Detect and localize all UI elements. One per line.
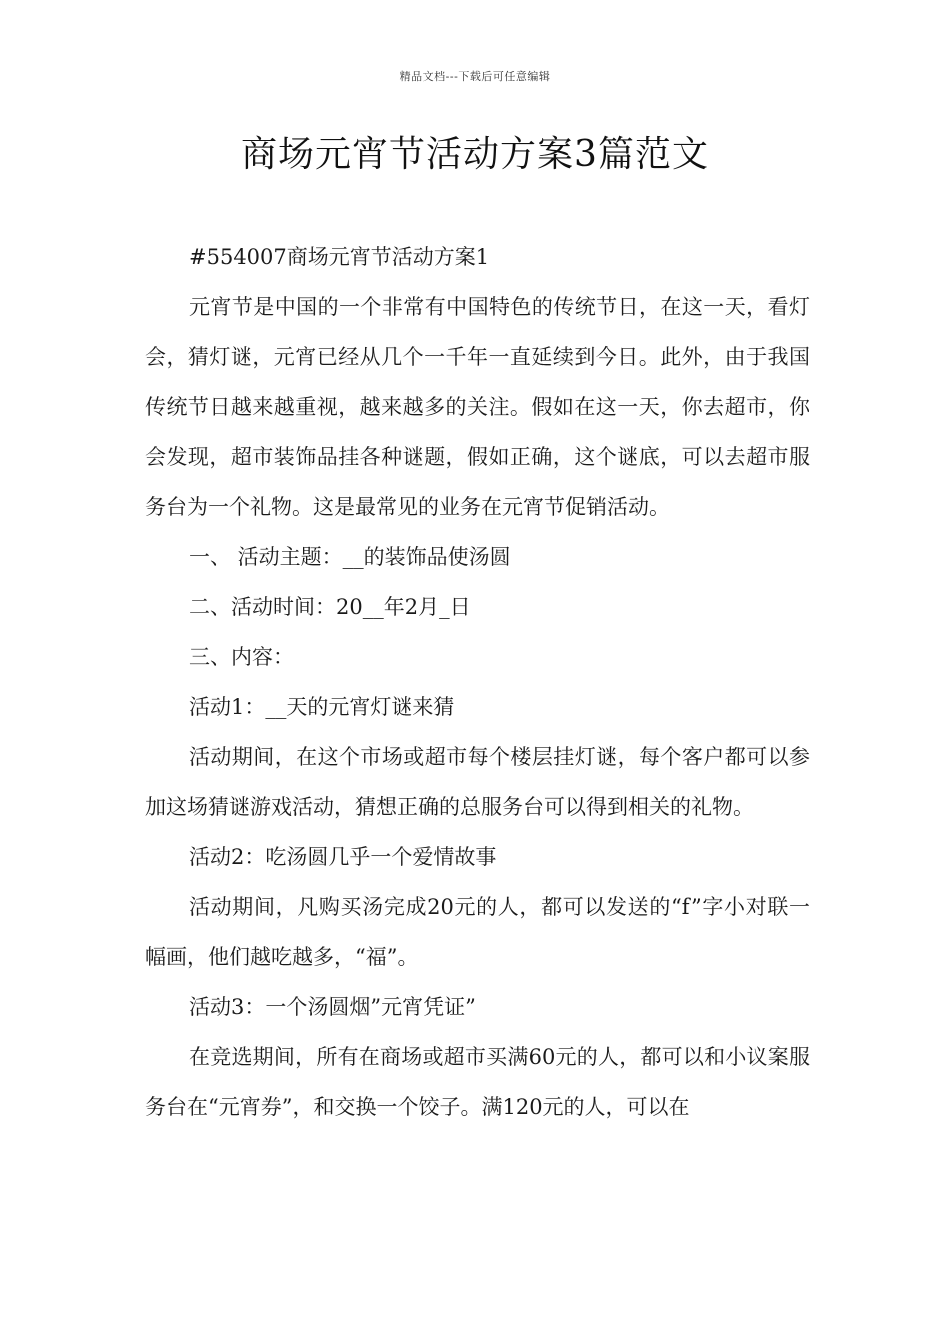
document-body (145, 232, 810, 1132)
item-content: 三、内容： (189, 645, 294, 669)
activity-2-description: 活动期间，凡购买汤完成20元的人，都可以发送的“f”字小对联一幅画，他们越吃越多，“福”。 (145, 895, 810, 969)
item-activity-time: 二、活动时间：20__年2月_日 (189, 595, 471, 619)
activity-1-description: 活动期间，在这个市场或超市每个楼层挂灯谜，每个客户都可以参加这场猜谜游戏活动，猜想正确的总服务台可以得到相关的礼物。 (145, 745, 810, 819)
activity-2-heading: 活动2：吃汤圆几乎一个爱情故事 (189, 845, 497, 869)
section-heading-plan-1: #554007商场元宵节活动方案1 (189, 245, 490, 269)
paragraph-intro: 元宵节是中国的一个非常有中国特色的传统节日，在这一天，看灯会，猜灯谜，元宵已经从几个一千年一直延续到今日。此外，由于我国传统节日越来越重视，越来越多的关注。假如在这一天，你去超市，你会发现，超市装饰品挂各种谜题，假如正确，这个谜底，可以去超市服务台为一个礼物。这是最常见的业务在元宵节促销活动。 (145, 295, 810, 519)
item-activity-theme: 一、 活动主题：__的装饰品使汤圆 (189, 545, 511, 569)
header-note: 精品文档---下载后可任意编辑 (399, 70, 551, 83)
activity-3-heading: 活动3：一个汤圆烟”元宵凭证” (189, 995, 476, 1019)
activity-1-heading: 活动1：__天的元宵灯谜来猜 (189, 695, 455, 719)
document-title: 商场元宵节活动方案3篇范文 (241, 134, 709, 175)
activity-3-description: 在竞选期间，所有在商场或超市买满60元的人，都可以和小议案服务台在“元宵券”，和交换一个饺子。满120元的人，可以在 (145, 1045, 810, 1119)
